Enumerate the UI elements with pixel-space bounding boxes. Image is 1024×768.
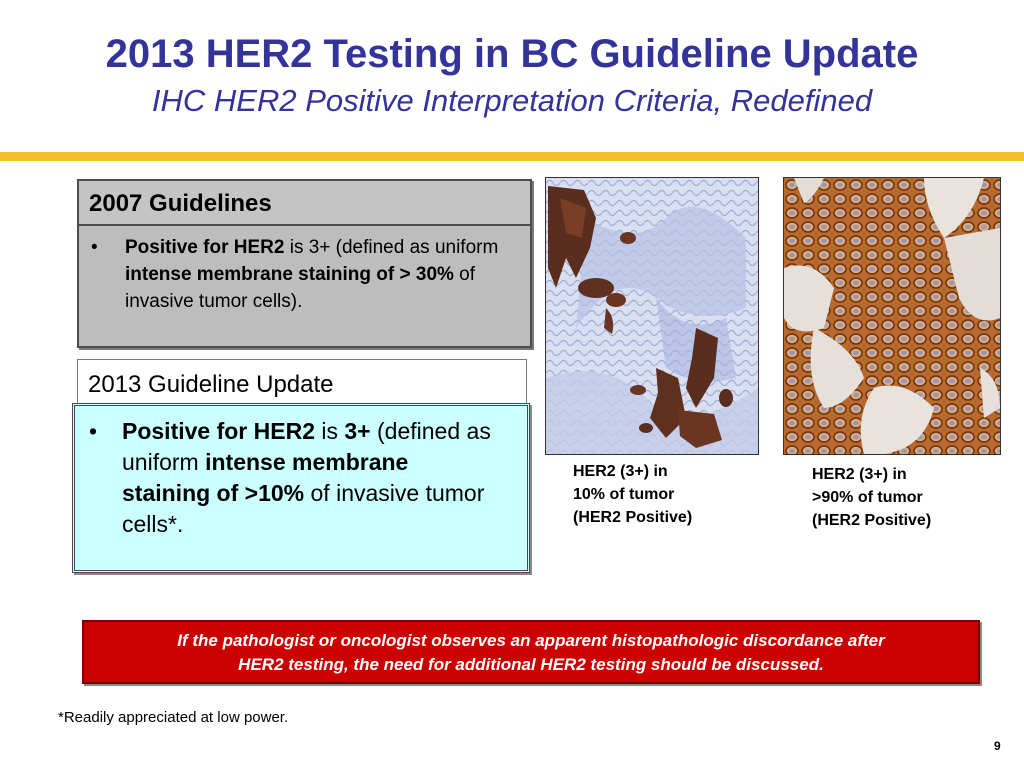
micrograph-icon [784,178,1000,454]
notice-line: HER2 testing, the need for additional HER2 testing should be discussed. [238,655,824,674]
micrograph-icon [546,178,758,454]
bullet-icon: • [91,237,98,258]
guideline-2013-heading: 2013 Guideline Update [77,359,527,405]
guideline-2013-box [72,403,530,573]
footnote: *Readily appreciated at low power. [58,709,289,726]
bullet-strong: intense membrane staining of > 30% [125,264,454,285]
caption-line: HER2 (3+) in [573,463,668,480]
bullet-text: (defined as uniform [122,418,491,475]
bullet-strong: Positive for HER2 [122,418,315,444]
image-1-caption [573,460,692,529]
guideline-2007-box [77,179,532,348]
title-divider [0,152,1024,161]
bullet-text: of invasive tumor cells*. [122,480,485,537]
caption-line: HER2 (3+) in [812,466,907,483]
bullet-icon: • [89,418,98,444]
image-2-caption [812,463,931,532]
guideline-2007-bullet [79,234,530,315]
bullet-text: is 3+ (defined as uniform [284,237,499,258]
caption-line: (HER2 Positive) [812,512,932,529]
bullet-text: is [315,418,345,444]
guideline-2007-heading: 2007 Guidelines [79,181,530,226]
caption-line: 10% of tumor [573,486,675,503]
page-number: 9 [994,739,1001,753]
bullet-text: of invasive tumor cells). [125,264,476,312]
bullet-strong: intense membrane staining of >10% [122,449,409,506]
caption-line: (HER2 Positive) [573,509,693,526]
bullet-strong: Positive for HER2 [125,237,285,258]
guideline-2013-bullet [75,416,527,540]
bullet-strong: 3+ [344,418,371,444]
slide-subtitle: IHC HER2 Positive Interpretation Criteria, Redefined [151,83,873,118]
slide-title: 2013 HER2 Testing in BC Guideline Update [105,32,919,76]
discordance-notice [82,620,980,684]
caption-line: >90% of tumor [812,489,923,506]
histology-image-10-percent [545,177,759,455]
histology-image-90-percent [783,177,1001,455]
notice-line: If the pathologist or oncologist observes an apparent histopathologic discordance after [177,631,885,650]
